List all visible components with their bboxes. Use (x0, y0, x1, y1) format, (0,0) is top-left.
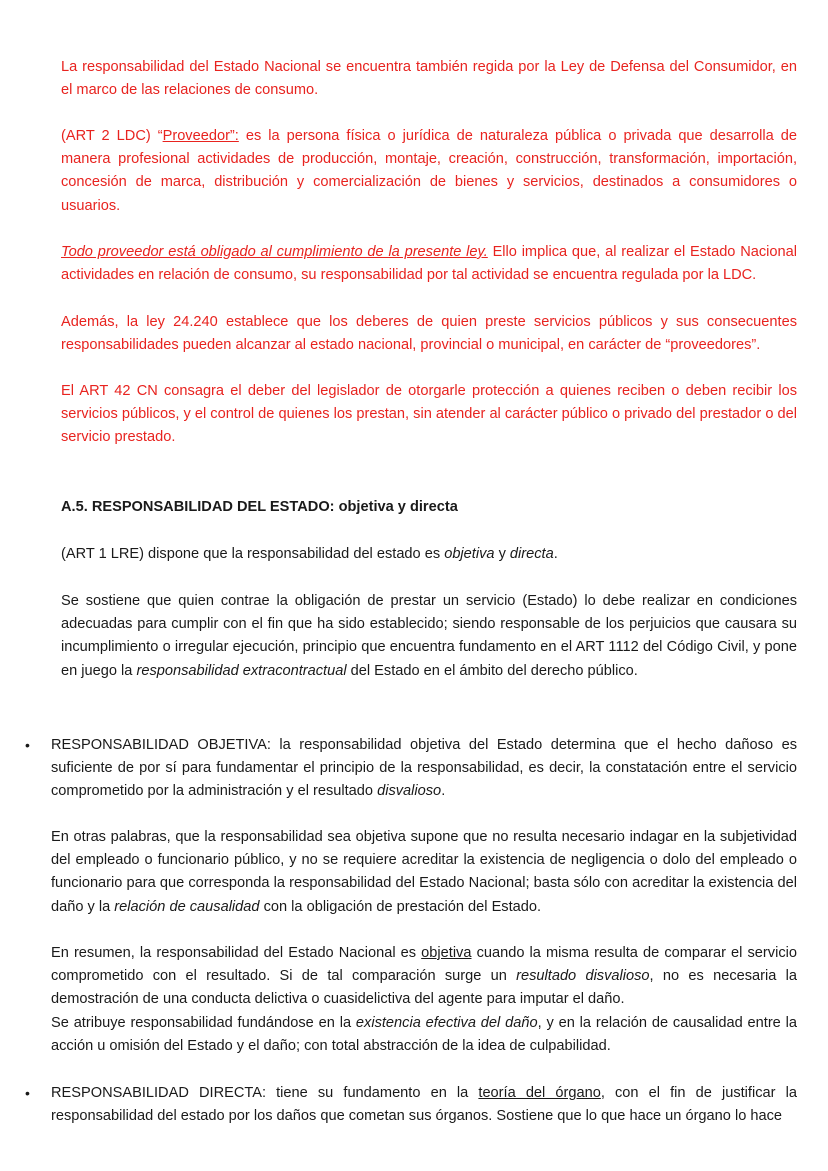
text: En otras palabras, que la responsabilidad sea objetiva supone que no resulta necesario indagar en la subjetividad del empleado o funcionario público, y no se requiere acreditar la existencia de negligencia o dolo del empleado o funcionario para que corresponda la responsabilidad del Estado Nacional; basta sólo con acreditar la existencia del daño y la (51, 829, 797, 915)
italic-directa: directa (509, 546, 554, 562)
text: RESPONSABILIDAD OBJETIVA: la responsabilidad objetiva del Estado determina que el hecho dañoso es suficiente de por sí para fundamentar el principio de la responsabilidad, es decir, la constatación entre el servicio comprometido por la administración y el resultado (51, 737, 797, 800)
red-paragraph-art42 (61, 380, 797, 450)
bullet-marker: • (25, 1085, 30, 1101)
text: Se atribuye responsabilidad fundándose en la (51, 1015, 356, 1031)
text: Ello implica que, al realizar el Estado Nacional actividades en relación de consumo, su responsabilidad por tal actividad se encuentra regulada por la LDC. (61, 244, 797, 284)
underline-teoria-organo: teoría del órgano (478, 1085, 601, 1101)
italic-existencia-efectiva: existencia efectiva del daño (355, 1015, 538, 1031)
paragraph-otras-palabras (51, 826, 797, 919)
text: La responsabilidad del Estado Nacional se encuentra también regida por la Ley de Defensa del Consumidor, en el marco de las relaciones de consumo. (61, 59, 797, 99)
text: , no es necesaria la demostración de una conducta delictiva o cuasidelictiva del agente para imputar el daño. (51, 968, 797, 1008)
term-proveedor: Proveedor”: (162, 128, 239, 144)
section-heading-a5: A.5. RESPONSABILIDAD DEL ESTADO: objetiva y directa (61, 499, 458, 515)
text: El ART 42 CN consagra el deber del legislador de otorgarle protección a quienes reciben o deben recibir los servicios públicos, y el control de quienes los prestan, sin atender al carácter público o privado del prestador o del servicio prestado. (61, 383, 797, 446)
red-paragraph-ley-24240 (61, 311, 797, 357)
text: del Estado en el ámbito del derecho público. (346, 662, 638, 679)
text: cuando la misma resulta de comparar el servicio comprometido con el resultado. Si de tal comparación surge un (51, 945, 797, 985)
text: Se sostiene que quien contrae la obligación de prestar un servicio (Estado) lo debe realizar en condiciones adecuadas para cumplir con el fin que ha sido establecido; siendo responsable de los perjuicios que causara su incumplimiento o irregular ejecución, principio que encuentra fundamento en el ART 1112 del Código Civil, y pone en juego la (61, 593, 797, 679)
italic-extracontractual: responsabilidad extracontractual (136, 662, 347, 679)
text: En resumen, la responsabilidad del Estado Nacional es (51, 945, 422, 961)
italic-objetiva: objetiva (444, 546, 495, 562)
text: Además, la ley 24.240 establece que los deberes de quien preste servicios públicos y sus consecuentes responsabilidades pueden alcanzar al estado nacional, provincial o municipal, en carácter de “proveedores”. (61, 314, 797, 354)
text: , con el fin de justificar la responsabilidad del estado por los daños que cometan sus órganos. Sostiene que lo que hace un órgano lo hace (51, 1085, 797, 1125)
italic-disvalioso: disvalioso (377, 783, 442, 800)
text: RESPONSABILIDAD DIRECTA: tiene su fundamento en la (51, 1085, 479, 1101)
italic-relacion-causalidad: relación de causalidad (114, 898, 260, 915)
paragraph-se-atribuye (51, 1012, 797, 1058)
italic-resultado-disvalioso: resultado disvalioso (516, 968, 650, 985)
red-paragraph-obligacion (61, 241, 797, 287)
text: es la persona física o jurídica de naturaleza pública o privada que desarrolla de manera profesional actividades de producción, montaje, creación, construcción, transformación, importación, concesión de marca, distribución y comercialización de bienes y servicios, destinados a consumidores o usuarios. (61, 128, 798, 214)
red-paragraph-ldc (61, 56, 797, 102)
red-paragraph-proveedor (61, 125, 797, 218)
text: (ART 1 LRE) dispone que la responsabilidad del estado es (61, 546, 445, 562)
bullet-marker: • (25, 737, 30, 753)
paragraph-art1-lre (61, 543, 797, 566)
underline-objetiva: objetiva (421, 945, 472, 961)
text: . (553, 546, 558, 562)
text: con la obligación de prestación del Estado. (259, 898, 542, 915)
text: (ART 2 LDC) “ (61, 128, 163, 144)
paragraph-en-resumen (51, 942, 797, 1012)
bullet-responsabilidad-objetiva (51, 734, 797, 804)
text: y (494, 546, 510, 562)
emphasis-obligacion: Todo proveedor está obligado al cumplimiento de la presente ley. (61, 244, 488, 260)
text: , y en la relación de causalidad entre la acción u omisión del Estado y el daño; con total abstracción de la idea de culpabilidad. (51, 1015, 797, 1055)
text: . (441, 783, 446, 800)
bullet-responsabilidad-directa (51, 1082, 797, 1128)
paragraph-obligacion-servicio (61, 590, 797, 683)
